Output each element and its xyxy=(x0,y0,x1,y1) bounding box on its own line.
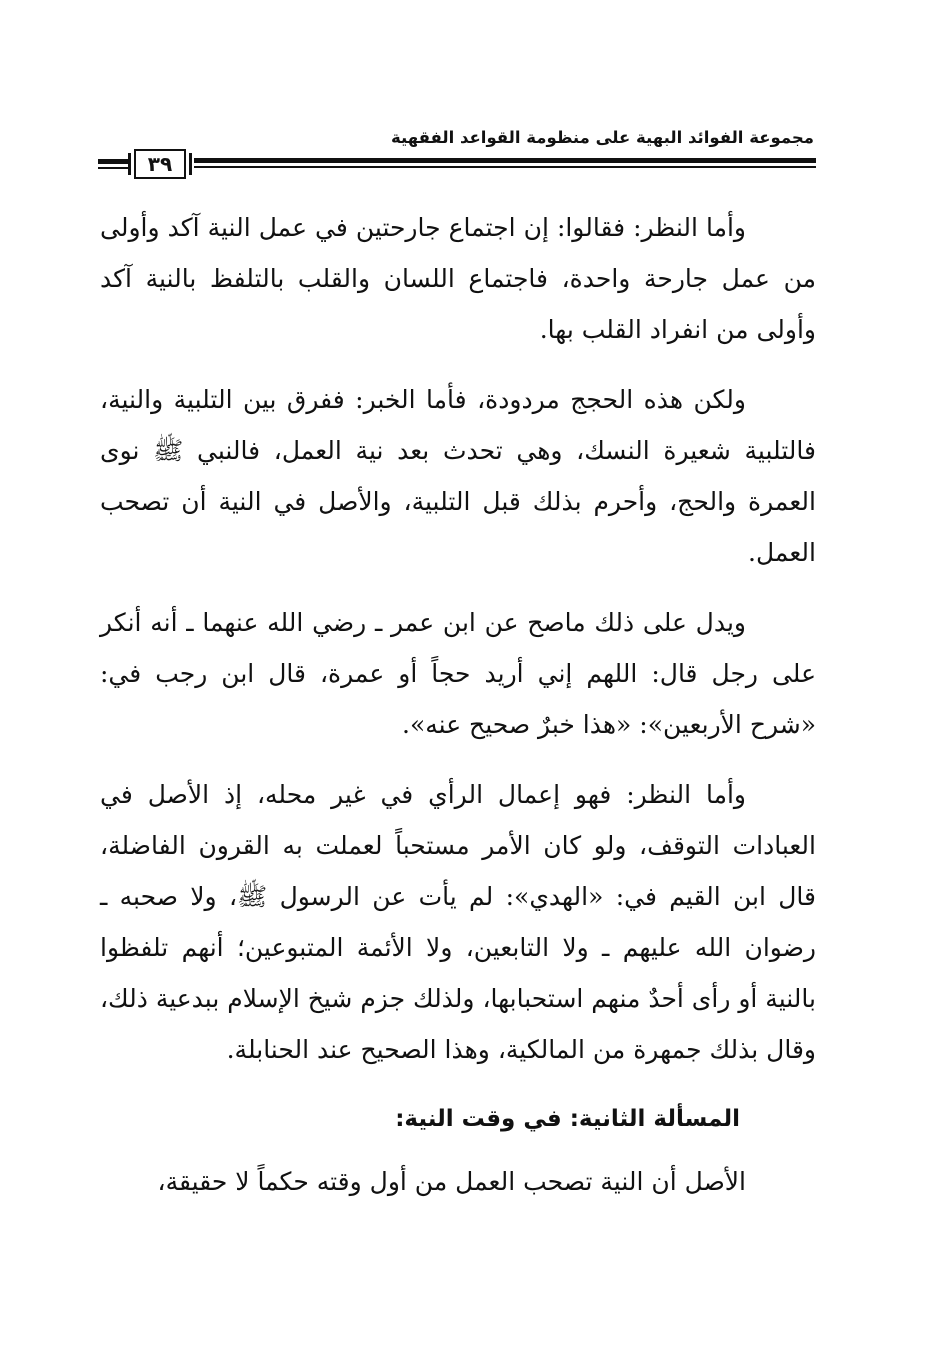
header-rule-thick-line xyxy=(194,158,816,163)
page-number: ٣٩ xyxy=(134,149,186,179)
header-rule-left-thick-line xyxy=(98,159,128,164)
paragraph-1: وأما النظر: فقالوا: إن اجتماع جارحتين في عمل النية آكد وأولى من عمل جارحة واحدة، فاجتماع اللسان والقلب بالتلفظ بالنية آكد وأولى من انفراد القلب بها. xyxy=(100,213,816,344)
paragraph-2: ولكن هذه الحجج مردودة، فأما الخبر: ففرق بين التلبية والنية، فالتلبية شعيرة النسك، وهي تحدث بعد نية العمل، فالنبي ﷺ نوى العمرة والحج، وأحرم بذلك قبل التلبية، والأصل في النية أن تصحب العمل. xyxy=(100,385,816,567)
paragraph-4: وأما النظر: فهو إعمال الرأي في غير محله، إذ الأصل في العبادات التوقف، ولو كان الأمر مستحباً لعملت به القرون الفاضلة، قال ابن القيم في: «الهدي»: لم يأت عن الرسول ﷺ، ولا صحبه ـ رضوان الله عليهم ـ ولا التابعين، ولا الأئمة المتبوعين؛ أنهم تلفظوا بالنية أو رأى أحدٌ منهم استحبابها، ولذلك جزم شيخ الإسلام ببدعية ذلك، وقال بذلك جمهرة من المالكية، وهذا الصحيح عند الحنابلة. xyxy=(99,780,816,1064)
header-rule-left xyxy=(98,155,128,175)
running-header-title: مجموعة الفوائد البهية على منظومة القواعد الفقهية xyxy=(391,128,814,147)
header-rule-right xyxy=(194,154,816,174)
paragraph-final: الأصل أن النية تصحب العمل من أول وقته حكماً لا حقيقة، xyxy=(157,1167,746,1196)
header-rule-thin-line xyxy=(194,166,816,168)
page-header xyxy=(98,120,816,182)
header-rule-left-thin-line xyxy=(98,167,128,169)
page-body xyxy=(100,202,816,1226)
paragraph-3: ويدل على ذلك ماصح عن ابن عمر ـ رضي الله عنهما ـ أنه أنكر على رجل قال: اللهم إني أريد حجاً أو عمرة، قال ابن رجب في: «شرح الأربعين»: «هذا خبرٌ صحيح عنه». xyxy=(100,608,816,739)
section-heading: المسألة الثانية: في وقت النية: xyxy=(395,1106,740,1132)
